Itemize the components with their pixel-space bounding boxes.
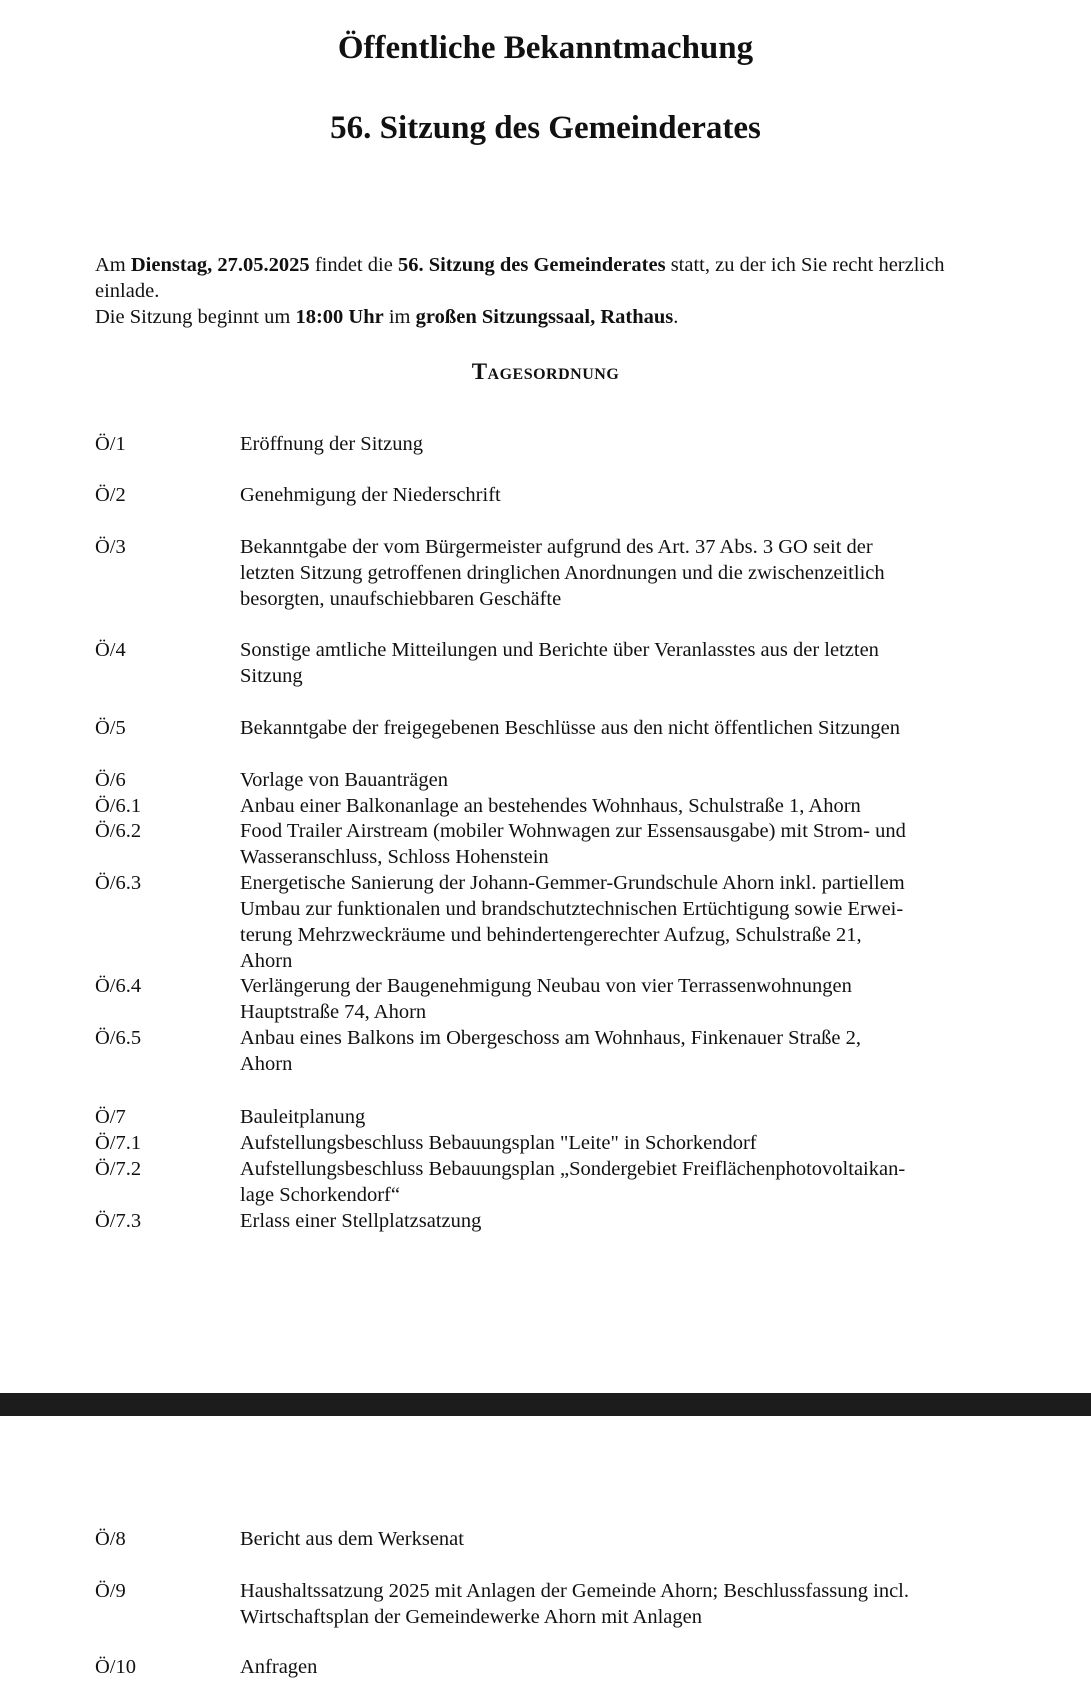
agenda-item-number: Ö/9 xyxy=(95,1580,126,1602)
agenda-item-number: Ö/10 xyxy=(95,1656,136,1678)
agenda-item-text xyxy=(240,1654,980,1680)
agenda-item-number: Ö/7.3 xyxy=(95,1210,142,1232)
intro-text-segment: . xyxy=(673,306,679,328)
agenda-item-line: Bericht aus dem Werksenat xyxy=(240,1528,464,1550)
agenda-item-line: Anbau eines Balkons im Obergeschoss am Wohnhaus, Finkenauer Straße 2, xyxy=(240,1027,862,1049)
agenda-item-text xyxy=(240,793,980,819)
page-title: Öffentliche Bekanntmachung xyxy=(337,30,754,66)
agenda-item-line: Aufstellungsbeschluss Bebauungsplan „Sondergebiet Freiflächenphotovoltaikan- xyxy=(240,1158,906,1180)
agenda-item-line: Food Trailer Airstream (mobiler Wohnwagen zur Essensausgabe) mit Strom- und xyxy=(240,820,906,842)
agenda-item-text xyxy=(240,1025,980,1077)
agenda-item-number: Ö/8 xyxy=(95,1528,126,1550)
agenda-item-text xyxy=(240,534,980,612)
agenda-item-line: Ahorn xyxy=(240,1053,293,1075)
agenda-item-text xyxy=(240,431,980,457)
agenda-item-line: Wirtschaftsplan der Gemeindewerke Ahorn mit Anlagen xyxy=(240,1606,702,1628)
agenda-item-number: Ö/6.4 xyxy=(95,975,142,997)
intro-paragraph-1 xyxy=(95,252,955,304)
agenda-heading: Tagesordnung xyxy=(471,359,620,384)
agenda-item-line: Sonstige amtliche Mitteilungen und Berichte über Veranlasstes aus der letzten xyxy=(240,639,879,661)
agenda-item-line: Umbau zur funktionalen und brandschutztechnischen Ertüchtigung sowie Erwei- xyxy=(240,898,904,920)
agenda-item-line: Bekanntgabe der vom Bürgermeister aufgrund des Art. 37 Abs. 3 GO seit der xyxy=(240,536,873,558)
agenda-item-line: Bekanntgabe der freigegebenen Beschlüsse aus den nicht öffentlichen Sitzungen xyxy=(240,717,900,739)
agenda-item-line: Verlängerung der Baugenehmigung Neubau von vier Terrassenwohnungen xyxy=(240,975,852,997)
agenda-item-text xyxy=(240,482,980,508)
agenda-item-text xyxy=(240,1526,980,1552)
agenda-item-line: Genehmigung der Niederschrift xyxy=(240,484,501,506)
agenda-item-line: Vorlage von Bauanträgen xyxy=(240,769,448,791)
agenda-item-number: Ö/7.2 xyxy=(95,1158,142,1180)
agenda-item-text xyxy=(240,1104,980,1130)
agenda-item-text xyxy=(240,1208,980,1234)
agenda-item-text xyxy=(240,1130,980,1156)
agenda-item-line: Bauleitplanung xyxy=(240,1106,366,1128)
agenda-item-line: Anbau einer Balkonanlage an bestehendes Wohnhaus, Schulstraße 1, Ahorn xyxy=(240,795,861,817)
intro-text-segment: findet die xyxy=(309,254,398,276)
agenda-item-line: Aufstellungsbeschluss Bebauungsplan "Leite" in Schorkendorf xyxy=(240,1132,757,1154)
agenda-item-number: Ö/6.3 xyxy=(95,872,142,894)
agenda-item-line: Ahorn xyxy=(240,950,293,972)
intro-text xyxy=(95,252,995,330)
agenda-item-number: Ö/2 xyxy=(95,484,126,506)
agenda-item-number: Ö/3 xyxy=(95,536,126,558)
agenda-item-number: Ö/1 xyxy=(95,433,126,455)
agenda-item-number: Ö/7.1 xyxy=(95,1132,142,1154)
agenda-item-text xyxy=(240,818,980,870)
agenda-item-number: Ö/5 xyxy=(95,717,126,739)
agenda-item-text xyxy=(240,1156,980,1208)
agenda-item-line: Hauptstraße 74, Ahorn xyxy=(240,1001,427,1023)
agenda-item-text xyxy=(240,1578,980,1630)
agenda-item-number: Ö/6.1 xyxy=(95,795,142,817)
session-title: 56. Sitzung des Gemeinderates xyxy=(330,110,761,146)
agenda-item-line: Energetische Sanierung der Johann-Gemmer-Grundschule Ahorn inkl. partiellem xyxy=(240,872,905,894)
agenda-item-number: Ö/6.2 xyxy=(95,820,142,842)
agenda-item-text xyxy=(240,767,980,793)
intro-text-segment: statt, zu der ich Sie recht herzlich einlade. xyxy=(95,254,945,302)
agenda-item-line: besorgten, unaufschiebbaren Geschäfte xyxy=(240,588,562,610)
agenda-item-line: letzten Sitzung getroffenen dringlichen Anordnungen und die zwischenzeitlich xyxy=(240,562,885,584)
agenda-item-number: Ö/4 xyxy=(95,639,126,661)
agenda-item-line: Sitzung xyxy=(240,665,303,687)
agenda-item-line: terung Mehrzweckräume und behindertengerechter Aufzug, Schulstraße 21, xyxy=(240,924,862,946)
agenda-item-number: Ö/6.5 xyxy=(95,1027,142,1049)
page-divider xyxy=(0,1393,1091,1416)
agenda-item-line: Erlass einer Stellplatzsatzung xyxy=(240,1210,482,1232)
agenda-item-number: Ö/7 xyxy=(95,1106,126,1128)
meeting-date: Dienstag, 27.05.2025 xyxy=(130,254,310,276)
agenda-item-text xyxy=(240,973,980,1025)
agenda-item-number: Ö/6 xyxy=(95,769,126,791)
meeting-time: 18:00 Uhr xyxy=(295,306,384,328)
intro-text-segment: Am xyxy=(95,254,131,276)
session-name: 56. Sitzung des Gemeinderates xyxy=(397,254,666,276)
intro-text-segment: im xyxy=(383,306,416,328)
agenda-item-line: Anfragen xyxy=(240,1656,318,1678)
meeting-location: großen Sitzungssaal, Rathaus xyxy=(415,306,674,328)
agenda-item-text xyxy=(240,870,980,974)
agenda-item-line: lage Schorkendorf“ xyxy=(240,1184,400,1206)
agenda-item-text xyxy=(240,637,980,689)
agenda-item-line: Eröffnung der Sitzung xyxy=(240,433,423,455)
intro-paragraph-2 xyxy=(95,304,995,330)
agenda-item-line: Haushaltssatzung 2025 mit Anlagen der Gemeinde Ahorn; Beschlussfassung incl. xyxy=(240,1580,909,1602)
intro-text-segment: Die Sitzung beginnt um xyxy=(95,306,296,328)
agenda-item-text xyxy=(240,715,980,741)
agenda-item-line: Wasseranschluss, Schloss Hohenstein xyxy=(240,846,549,868)
